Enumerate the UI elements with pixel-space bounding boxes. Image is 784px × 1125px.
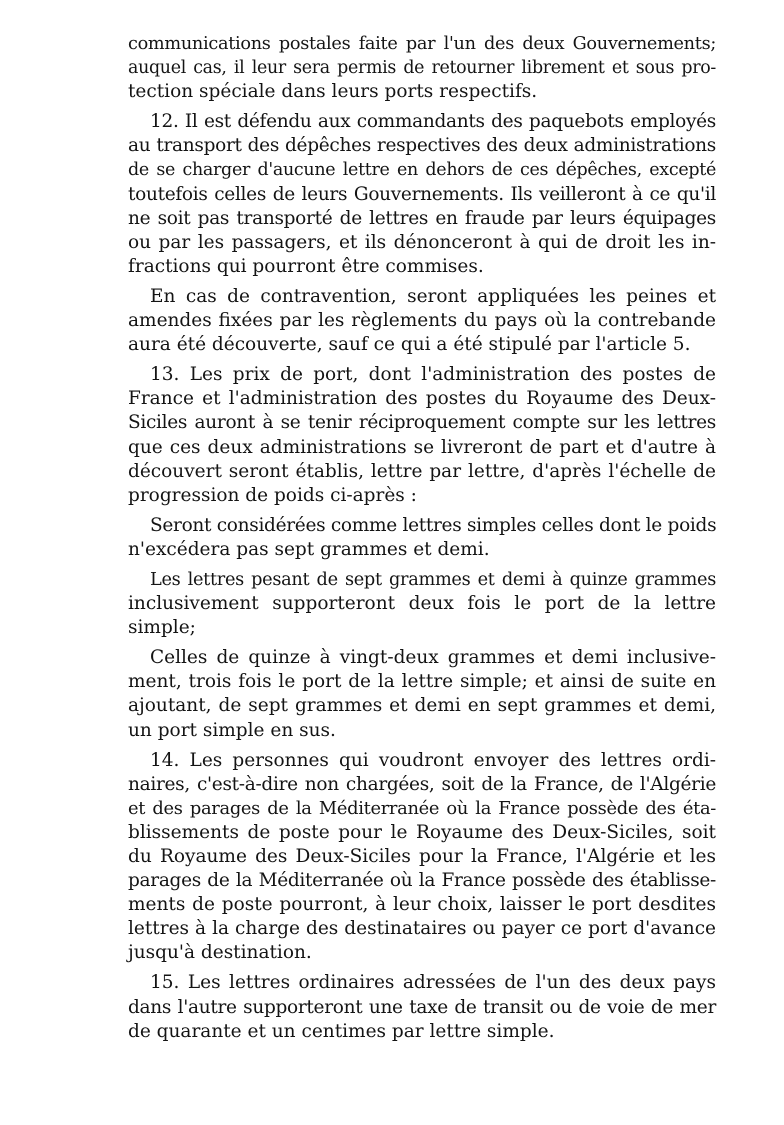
text-line: ments de poste pourront, à leur choix, laisser le port desdites [128, 894, 716, 916]
paragraph [128, 110, 716, 279]
text-line: progression de poids ci-après : [128, 484, 417, 506]
text-line: lettres à la charge des destinataires ou payer ce port d'avance [128, 918, 716, 940]
text-line: de se charger d'aucune lettre en dehors de ces dépêches, excepté [128, 160, 716, 181]
text-line: simple; [128, 617, 196, 639]
text-line: naires, c'est-à-dire non chargées, soit de la France, de l'Algérie [128, 773, 716, 795]
text-line: 14. Les personnes qui voudront envoyer des lettres ordi- [150, 749, 716, 771]
text-line: France et l'administration des postes du Royaume des Deux- [128, 388, 716, 410]
text-line: En cas de contravention, seront appliquées les peines et [150, 285, 716, 307]
text-line: un port simple en sus. [128, 719, 336, 741]
text-line: parages de la Méditerranée où la France possède des établisse- [128, 870, 716, 892]
text-line: 13. Les prix de port, dont l'administration des postes de [150, 364, 716, 386]
paragraph [128, 32, 716, 104]
text-line: 12. Il est défendu aux commandants des paquebots employés [150, 111, 716, 133]
text-line: ment, trois fois le port de la lettre simple; et ainsi de suite en [128, 671, 716, 693]
text-line: ne soit pas transporté de lettres en fraude par leurs équipages [128, 207, 716, 229]
text-line: dans l'autre supporteront une taxe de transit ou de voie de mer [128, 996, 716, 1018]
text-line: blissements de poste pour le Royaume des Deux-Siciles, soit [128, 821, 716, 843]
paragraph [128, 971, 716, 1043]
text-line: ou par les passagers, et ils dénonceront à qui de droit les in- [128, 231, 716, 253]
paragraph [128, 646, 716, 742]
paragraph [128, 285, 716, 357]
text-line: Celles de quinze à vingt-deux grammes et demi inclusive- [150, 647, 716, 669]
text-line: 15. Les lettres ordinaires adressées de l'un des deux pays [150, 972, 716, 994]
text-line: au transport des dépêches respectives des deux administrations [128, 135, 716, 157]
text-line: et des parages de la Méditerranée où la France possède des éta- [128, 797, 716, 819]
paragraph [128, 749, 716, 966]
text-line: inclusivement supporteront deux fois le port de la lettre [128, 593, 716, 615]
text-line: que ces deux administrations se livreront de part et d'autre à [128, 436, 716, 458]
text-line: toutefois celles de leurs Gouvernements. Ils veilleront à ce qu'il [128, 183, 716, 205]
text-line: Siciles auront à se tenir réciproquement compte sur les lettres [128, 412, 716, 434]
text-line: tection spéciale dans leurs ports respectifs. [128, 81, 538, 103]
text-line: n'excédera pas sept grammes et demi. [128, 538, 490, 560]
text-line: Les lettres pesant de sept grammes et demi à quinze grammes [150, 569, 716, 590]
paragraph [128, 514, 716, 562]
text-line: fractions qui pourront être commises. [128, 255, 484, 277]
paragraph [128, 363, 716, 508]
text-line: communications postales faite par l'un des deux Gouvernements; [128, 34, 716, 54]
text-line: de quarante et un centimes par lettre simple. [128, 1020, 555, 1042]
text-line: Seront considérées comme lettres simples celles dont le poids [150, 514, 717, 536]
text-line: ajoutant, de sept grammes et demi en sept grammes et demi, [128, 695, 716, 717]
text-line: découvert seront établis, lettre par lettre, d'après l'échelle de [128, 460, 716, 482]
text-line: jusqu'à destination. [128, 942, 312, 964]
document-body [128, 32, 716, 1044]
paragraph [128, 568, 716, 640]
text-line: amendes fixées par les règlements du pays où la contrebande [128, 310, 716, 332]
text-line: aura été découverte, sauf ce qui a été stipulé par l'article 5. [128, 334, 691, 356]
text-line: du Royaume des Deux-Siciles pour la France, l'Algérie et les [128, 846, 716, 867]
text-line: auquel cas, il leur sera permis de retourner librement et sous pro- [128, 58, 716, 79]
